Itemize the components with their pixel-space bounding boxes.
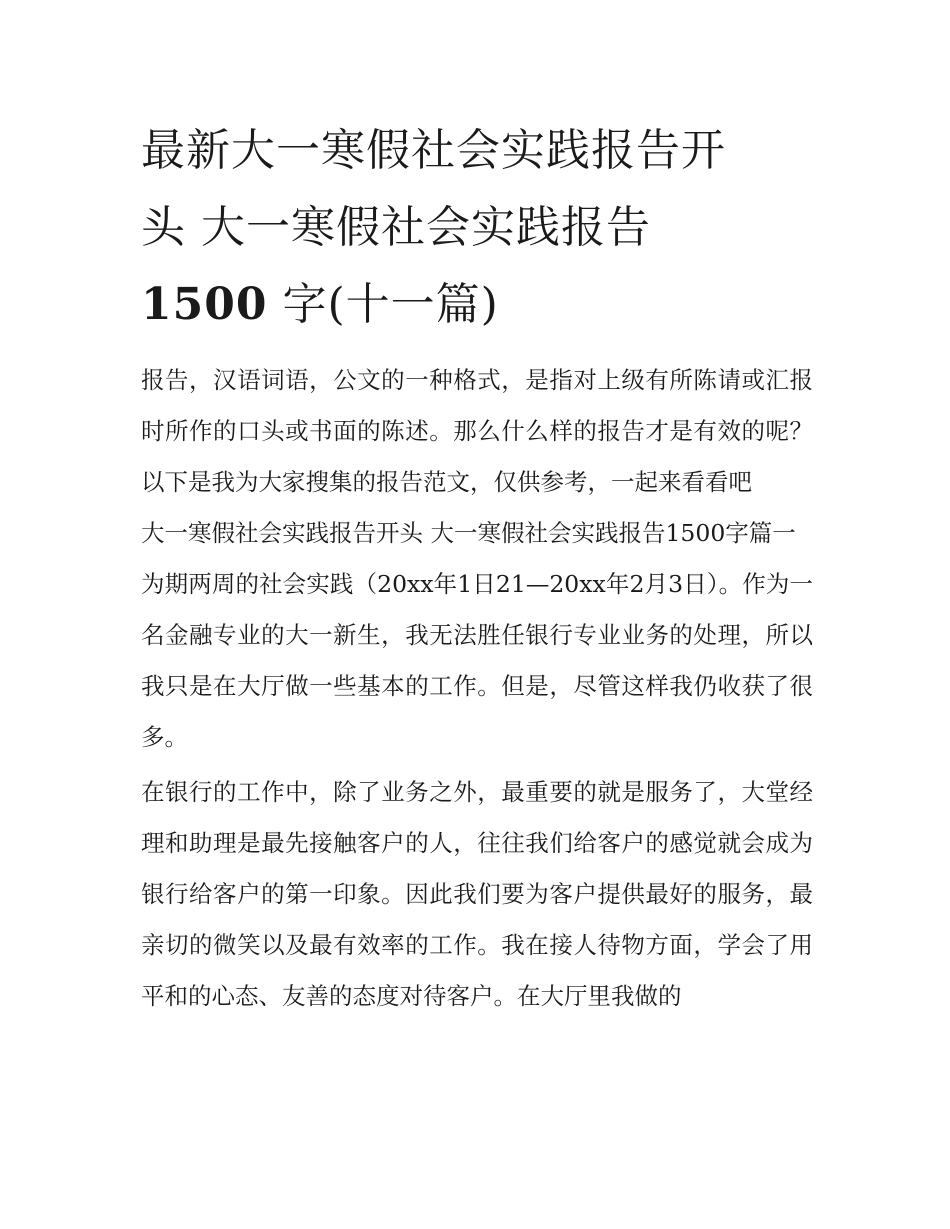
title-line-1: 最新大一寒假社会实践报告开 — [141, 125, 726, 176]
intro-paragraph: 报告，汉语词语，公文的一种格式，是指对上级有所陈请或汇报时所作的口头或书面的陈述。那么什么样的报告才是有效的呢？以下是我为大家搜集的报告范文，仅供参考，一起来看看吧 — [141, 366, 813, 496]
body-paragraph-1: 为期两周的社会实践（20xx年1日21—20xx年2月3日）。作为一名金融专业的大一新生，我无法胜任银行专业业务的处理，所以我只是在大厅做一些基本的工作。但是，尽管这样我仍收获了很多。 — [141, 570, 813, 751]
document-page — [141, 112, 813, 1022]
title-line-3: 字(十一篇) — [267, 279, 499, 330]
section-heading: 大一寒假社会实践报告开头 大一寒假社会实践报告1500字篇一 — [141, 519, 796, 547]
document-title — [141, 112, 813, 343]
title-number: 1500 — [141, 279, 268, 330]
body-paragraph-2: 在银行的工作中，除了业务之外，最重要的就是服务了，大堂经理和助理是最先接触客户的人，往往我们给客户的感觉就会成为银行给客户的第一印象。因此我们要为客户提供最好的服务，最亲切的微笑以及最有效率的工作。我在接人待物方面，学会了用平和的心态、友善的态度对待客户。在大厅里我做的 — [141, 778, 813, 1010]
title-line-2: 头 大一寒假社会实践报告 — [141, 202, 651, 253]
